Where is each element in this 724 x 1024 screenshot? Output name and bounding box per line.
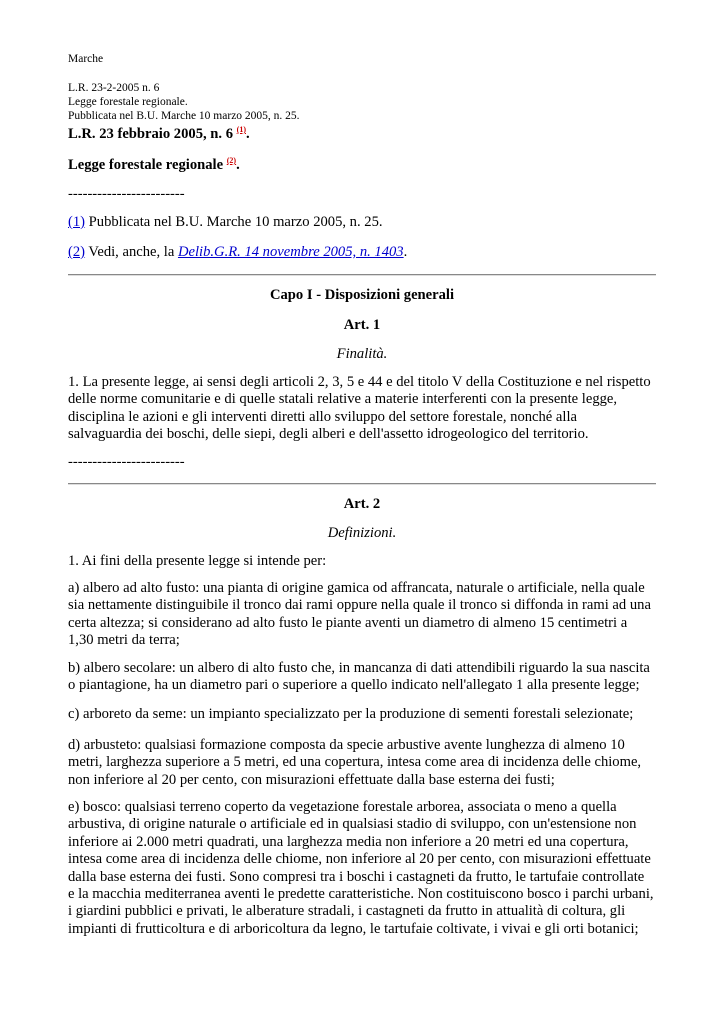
note-1-text: Pubblicata nel B.U. Marche 10 marzo 2005, n. 25. [85, 214, 383, 230]
definition-line: c) arboreto da seme: un impianto specializzato per la produzione di sementi forestali selezionate; [68, 706, 634, 722]
definition-line: certa altezza; si considerano ad alto fusto le piante aventi un diametro di almeno 15 centimetri a [68, 614, 628, 631]
art1-subtitle: Finalità. [336, 346, 388, 362]
definition-e [68, 799, 656, 938]
definition-line: sia nettamente distinguibile il tronco dai rami oppure nella quale il tronco si diffonda in rami ad una [68, 597, 651, 614]
definition-line: e la macchia mediterranea aventi le predette caratteristiche. Non costituiscono bosco i parchi urbani, [68, 886, 654, 903]
horizontal-rule-1 [68, 274, 656, 276]
art1-paragraph [68, 374, 656, 444]
law-title-dot: . [245, 126, 250, 142]
note-2-ref[interactable]: (2) [68, 244, 86, 260]
definition-line: intesa come area di incidenza delle chiome, non inferiore al 20 per cento, con misurazioni effettuate [68, 851, 651, 868]
definition-line: i giardini pubblici e privati, le alberature stradali, i castagneti da frutto in attualità di coltura, gli [68, 903, 626, 920]
definition-line: inferiore ai 2.000 metri quadrati, una larghezza media non inferiore a 20 metri ed una copertura, [68, 833, 629, 850]
definition-a [68, 580, 656, 650]
definition-b [68, 660, 656, 695]
law-title-text: L.R. 23 febbraio 2005, n. 6 [68, 126, 233, 142]
art2-subtitle: Definizioni. [327, 525, 397, 541]
definition-line: impianti di frutticoltura e di arboricoltura da legno, le tartufaie coltivate, i vivai e gli orti botanici; [68, 920, 639, 937]
delibera-link[interactable]: Delib.G.R. 14 novembre 2005, n. 1403 [177, 244, 404, 260]
note-2-end: . [403, 244, 408, 260]
publication-note: Pubblicata nel B.U. Marche 10 marzo 2005, n. 25. [68, 110, 300, 122]
art1-line: delle norme comunitarie e di quelle statali relative a materie interferenti con la presente legge, [68, 391, 618, 408]
art1-line: salvaguardia dei boschi, delle siepi, degli alberi e dell'assetto idrogeologico del territorio. [68, 426, 589, 443]
separator-1: ------------------------ [68, 186, 185, 202]
definition-line: a) albero ad alto fusto: una pianta di origine gamica od affrancata, naturale o artificiale, nella quale [68, 580, 645, 596]
law-title [68, 126, 250, 143]
chapter-heading: Capo I - Disposizioni generali [269, 287, 455, 303]
footnote-2-link[interactable]: (2) [226, 156, 237, 166]
definition-line: o piantagione, ha un diametro pari o superiore a quello indicato nell'allegato 1 alla presente legge; [68, 677, 640, 694]
art2-title: Art. 2 [343, 496, 381, 512]
definition-line: dalla base esterna dei fusti. Sono compresi tra i boschi i castagneti da frutto, le tartufaie controllate [68, 868, 645, 885]
art1-line: disciplina le azioni e gli interventi diretti allo sviluppo del settore forestale, nonché alla [68, 408, 577, 425]
art1-title: Art. 1 [343, 317, 381, 333]
definition-line: 1,30 metri da terra; [68, 632, 180, 649]
note-2 [68, 244, 407, 261]
definition-line: b) albero secolare: un albero di alto fusto che, in mancanza di dati attendibili riguardo la sua nascita [68, 660, 650, 676]
note-1 [68, 214, 383, 231]
law-name-text: Legge forestale regionale [68, 157, 224, 173]
note-1-ref[interactable]: (1) [68, 214, 86, 230]
note-2-text: Vedi, anche, la [85, 244, 178, 260]
law-name-dot: . [236, 157, 240, 173]
horizontal-rule-2 [68, 483, 656, 485]
definition-c [68, 706, 656, 723]
definition-d [68, 737, 656, 789]
art1-line: 1. La presente legge, ai sensi degli articoli 2, 3, 5 e 44 e del titolo V della Costituzione e nel rispetto [68, 374, 651, 390]
law-subject: Legge forestale regionale. [68, 96, 188, 108]
footnote-1-link[interactable]: (1) [236, 125, 246, 135]
art2-intro: 1. Ai fini della presente legge si intende per: [68, 553, 327, 569]
definition-line: non inferiore al 20 per cento, con misurazioni effettuate dalla base esterna dei fusti; [68, 771, 555, 788]
definition-line: e) bosco: qualsiasi terreno coperto da vegetazione forestale arborea, associata o meno a quella [68, 799, 617, 815]
definition-line: arbustiva, di origine naturale o artificiale ed in qualsiasi stadio di sviluppo, con un'estensione non [68, 816, 637, 833]
definition-line: metri, larghezza superiore a 5 metri, ed una copertura, intesa come area di incidenza delle chiome, [68, 754, 642, 771]
law-name [68, 157, 240, 174]
separator-2: ------------------------ [68, 454, 185, 470]
law-reference: L.R. 23-2-2005 n. 6 [68, 82, 160, 94]
definition-line: d) arbusteto: qualsiasi formazione composta da specie arbustive avente lunghezza di almeno 10 [68, 737, 625, 753]
region-label: Marche [68, 53, 104, 65]
